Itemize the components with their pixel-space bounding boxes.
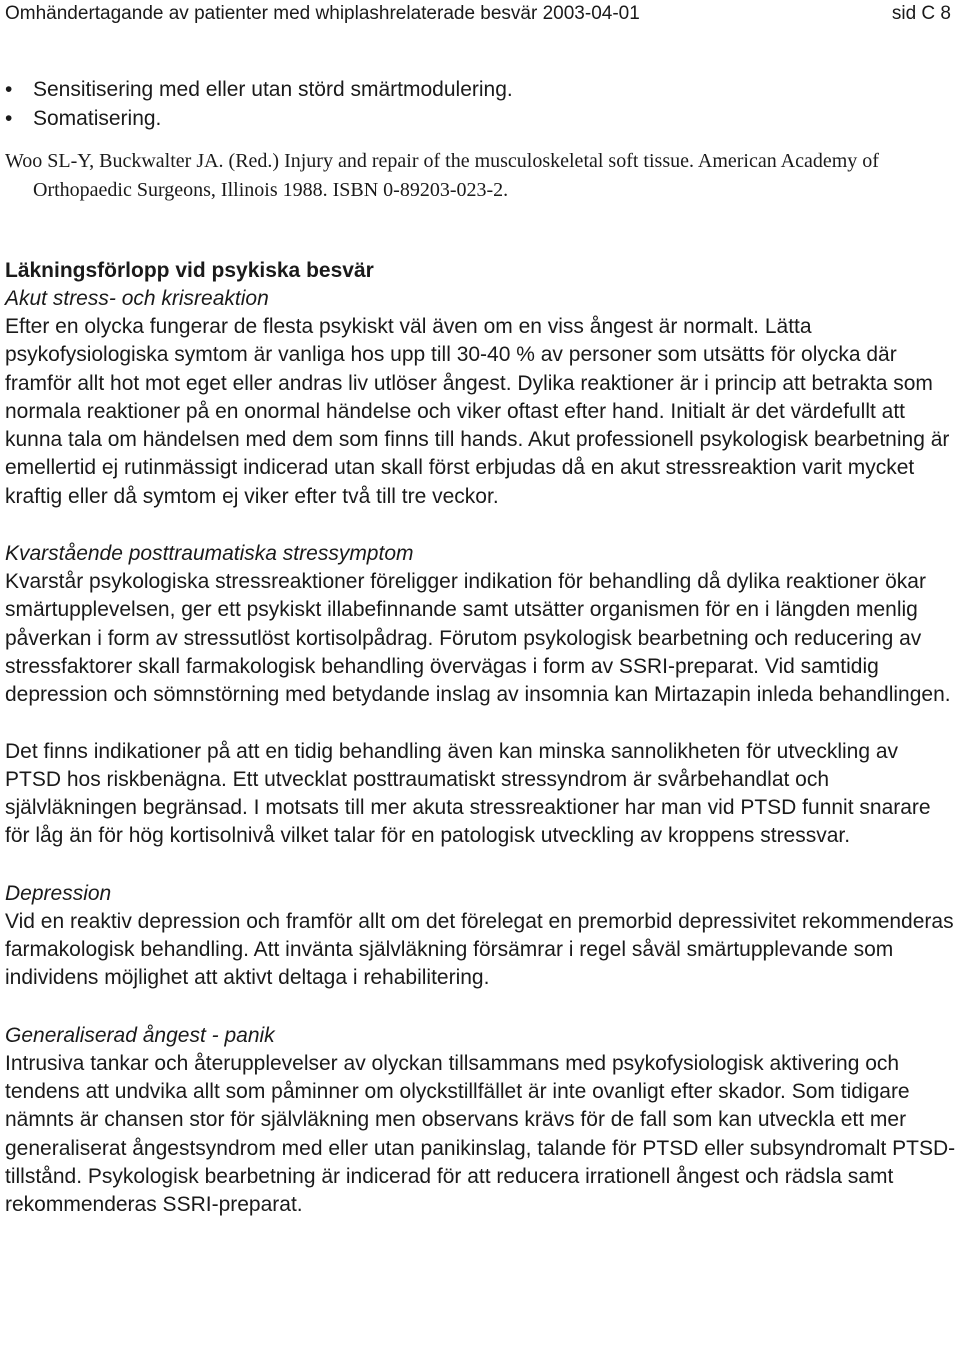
subsection-heading: Generaliserad ångest - panik	[5, 1023, 275, 1047]
bullet-marker: •	[5, 107, 13, 130]
body-paragraph: Intrusiva tankar och återupplevelser av olyckan tillsammans med psykofysiologisk aktivering och tendens att undvika allt som påminner om olyckstillfället är inte ovanligt efter skador. Som tidigare nämnts är chansen stor för självläkning men observans krävs för de fall som kan utveckla ett mer generaliserat ångestsyndrom med eller utan panikinslag, talande för PTSD eller subsyndromalt PTSD-tillstånd. Psykologisk bearbetning är indicerad för att reducera irrationell ångest och rädsla samt rekommenderas SSRI-preparat.	[5, 1051, 956, 1217]
subsection-heading: Kvarstående posttraumatiska stressymptom	[5, 542, 414, 566]
list-item-text: Sensitisering med eller utan störd smärtmodulering.	[33, 78, 513, 101]
body-paragraph: Det finns indikationer på att en tidig behandling även kan minska sannolikheten för utveckling av PTSD hos riskbenägna. Ett utvecklat posttraumatiskt stressyndrom är svårbehandlat och självläkningen begränsad. I motsats till mer akuta stressreaktioner har man vid PTSD funnit snarare för låg än för hög kortisolnivå vilket talar för en patologisk utveckling av kroppens stressvar.	[5, 739, 931, 848]
list-item-text: Somatisering.	[33, 107, 162, 130]
bullet-list	[5, 75, 957, 133]
page-number: sid C 8	[891, 3, 951, 24]
document-page	[5, 0, 957, 1219]
running-header	[5, 0, 957, 26]
body-paragraph: Kvarstår psykologiska stressreaktioner föreligger indikation för behandling då dylika reaktioner ökar smärtupplevelsen, ger ett psykiskt illabefinnande samt utsätter organismen för en i längden menlig påverkan i form av stressutlöst kortisolpådrag. Förutom psykologisk bearbetning och reducering av stressfaktorer skall farmakologisk behandling övervägas i form av SSRI-preparat. Vid samtidig depression och sömnstörning med betydande inslag av insomnia kan Mirtazapin inleda behandlingen.	[5, 570, 951, 707]
list-item	[5, 75, 957, 104]
body-paragraph: Vid en reaktiv depression och framför allt om det förelegat en premorbid depressivitet rekommenderas farmakologisk behandling. Att invänta självläkning försämrar i regel såväl smärtupplevande som individens möjlighet att aktivt deltaga i rehabilitering.	[5, 909, 954, 990]
subsection-heading: Akut stress- och krisreaktion	[5, 287, 269, 310]
subsection-heading: Depression	[5, 881, 112, 905]
list-item	[5, 104, 957, 133]
body-paragraph: Efter en olycka fungerar de flesta psykiskt väl även om en viss ångest är normalt. Lätta psykofysiologiska symtom är vanliga hos upp till 30-40 % av personer som utsätts för olycka där framför allt hot mot eget eller andras liv utlöser ångest. Dylika reaktioner är i princip att betrakta som normala reaktioner på en onormal händelse och viker oftast efter hand. Initialt är det värdefullt att kunna tala om händelsen med dem som finns till hands. Akut professionell psykologisk bearbetning är emellertid ej rutinmässigt indicerad utan skall först erbjudas då en akut stressreaktion varit mycket kraftig eller då symtom ej viker efter två till tre veckor.	[5, 315, 950, 508]
section-heading: Läkningsförlopp vid psykiska besvär	[5, 259, 374, 282]
document-title: Omhändertagande av patienter med whiplashrelaterade besvär 2003-04-01	[5, 3, 640, 24]
bullet-marker: •	[5, 78, 13, 101]
literature-reference: Woo SL-Y, Buckwalter JA. (Red.) Injury and repair of the musculoskeletal soft tissue. American Academy of Orthopaedic Surgeons, Illinois 1988. ISBN 0-89203-023-2.	[5, 150, 879, 201]
